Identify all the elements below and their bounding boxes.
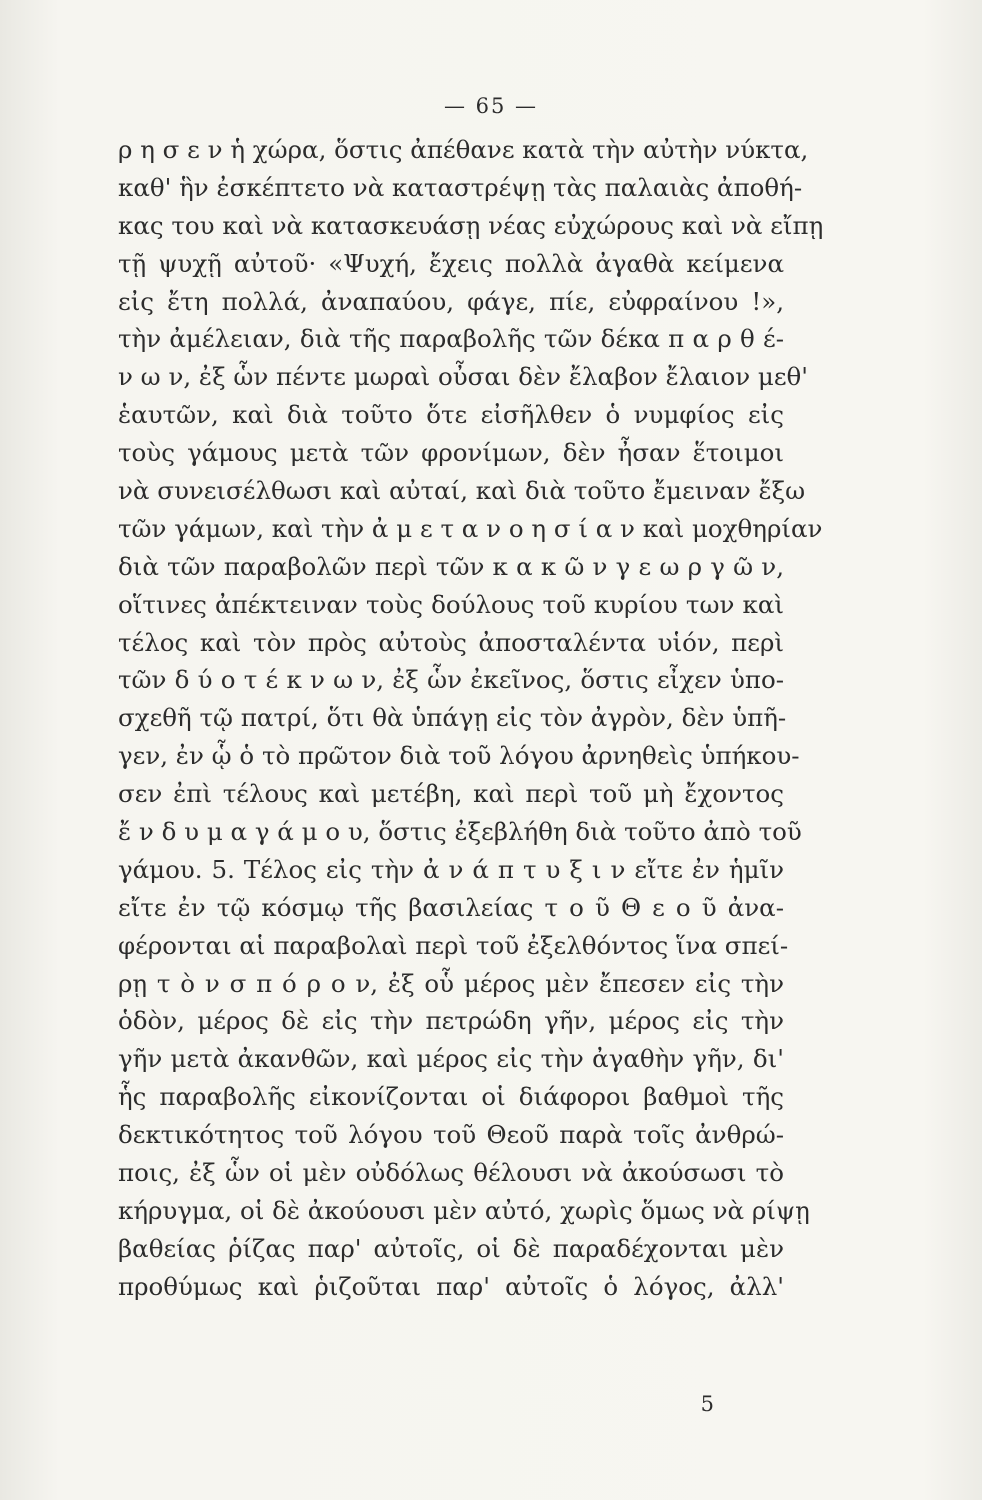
text-line: ἑαυτῶν, καὶ διὰ τοῦτο ὅτε εἰσῆλθεν ὁ νυμφίος εἰς xyxy=(118,400,784,430)
text-line: φέρονται αἱ παραβολαὶ περὶ τοῦ ἐξελθόντος ἵνα σπεί- xyxy=(118,930,789,960)
text-line: κας του καὶ νὰ κατασκευάσῃ νέας εὐχώρους καὶ νὰ εἴπῃ xyxy=(118,210,824,240)
text-line: εἴτε ἐν τῷ κόσμῳ τῆς βασιλείας τ ο ῦ Θ ε ο ῦ ἀνα- xyxy=(118,892,784,922)
text-line: κήρυγμα, οἱ δὲ ἀκούουσι μὲν αὐτό, χωρὶς ὅμως νὰ ρίψῃ xyxy=(118,1195,810,1225)
text-line: τῇ ψυχῇ αὐτοῦ· «Ψυχή, ἔχεις πολλὰ ἀγαθὰ κείμενα xyxy=(118,248,784,278)
text-line: τῶν δ ύ ο τ έ κ ν ω ν, ἐξ ὧν ἐκεῖνος, ὅστις εἶχεν ὑπο- xyxy=(118,665,784,695)
text-line: ποις, ἐξ ὧν οἱ μὲν οὐδόλως θέλουσι νὰ ἀκούσωσι τὸ xyxy=(118,1158,784,1188)
text-line: προθύμως καὶ ῥιζοῦται παρ' αὐτοῖς ὁ λόγος, ἀλλ' xyxy=(118,1271,784,1301)
text-line: ρ η σ ε ν ἡ χώρα, ὅστις ἀπέθανε κατὰ τὴν αὐτὴν νύκτα, xyxy=(118,135,809,164)
text-line: βαθείας ῥίζας παρ' αὐτοῖς, οἱ δὲ παραδέχονται μὲν xyxy=(118,1233,784,1263)
text-line: ὁδὸν, μέρος δὲ εἰς τὴν πετρώδη γῆν, μέρος εἰς τὴν xyxy=(118,1006,784,1036)
text-line: γῆν μετὰ ἀκανθῶν, καὶ μέρος εἰς τὴν ἀγαθὴν γῆν, δι' xyxy=(118,1044,784,1074)
text-line: τοὺς γάμους μετὰ τῶν φρονίμων, δὲν ἦσαν ἕτοιμοι xyxy=(118,438,784,468)
body-text xyxy=(118,131,824,1306)
text-line: διὰ τῶν παραβολῶν περὶ τῶν κ α κ ῶ ν γ ε ω ρ γ ῶ ν, xyxy=(118,551,784,581)
text-line: τὴν ἀμέλειαν, διὰ τῆς παραβολῆς τῶν δέκα π α ρ θ έ- xyxy=(118,324,784,354)
text-line: τῶν γάμων, καὶ τὴν ἀ μ ε τ α ν ο η σ ί α ν καὶ μοχθηρίαν xyxy=(118,513,823,543)
text-line: γάμου. 5. Τέλος εἰς τὴν ἀ ν ά π τ υ ξ ι ν εἴτε ἐν ἡμῖν xyxy=(118,854,784,884)
text-line: δεκτικότητος τοῦ λόγου τοῦ Θεοῦ παρὰ τοῖς ἀνθρώ- xyxy=(118,1120,784,1150)
text-line: καθ' ἣν ἐσκέπτετο νὰ καταστρέψῃ τὰς παλαιὰς ἀποθή- xyxy=(118,172,803,202)
text-line: ἧς παραβολῆς εἰκονίζονται οἱ διάφοροι βαθμοὶ τῆς xyxy=(118,1082,784,1112)
text-line: σεν ἐπὶ τέλους καὶ μετέβη, καὶ περὶ τοῦ μὴ ἔχοντος xyxy=(118,779,784,809)
page-number: — 65 — xyxy=(443,94,539,118)
text-line: γεν, ἐν ᾧ ὁ τὸ πρῶτον διὰ τοῦ λόγου ἀρνηθεὶς ὑπήκου- xyxy=(118,741,800,771)
text-line: νὰ συνεισέλθωσι καὶ αὐταί, καὶ διὰ τοῦτο ἔμειναν ἔξω xyxy=(118,476,806,506)
text-line: οἵτινες ἀπέκτειναν τοὺς δούλους τοῦ κυρίου των καὶ xyxy=(118,589,784,619)
text-line: ν ω ν, ἐξ ὧν πέντε μωραὶ οὖσαι δὲν ἔλαβον ἔλαιον μεθ' xyxy=(118,362,809,392)
text-line: τέλος καὶ τὸν πρὸς αὐτοὺς ἀποσταλέντα υἱόν, περὶ xyxy=(118,627,784,657)
text-line: ρῃ τ ὸ ν σ π ό ρ ο ν, ἐξ οὗ μέρος μὲν ἔπεσεν εἰς τὴν xyxy=(118,968,784,998)
signature-mark: 5 xyxy=(700,1392,714,1416)
text-line: ἔ ν δ υ μ α γ ά μ ο υ, ὅστις ἐξεβλήθη διὰ τοῦτο ἀπὸ τοῦ xyxy=(118,817,802,847)
text-line: σχεθῆ τῷ πατρί, ὅτι θὰ ὑπάγῃ εἰς τὸν ἀγρὸν, δὲν ὑπῆ- xyxy=(118,703,787,733)
text-line: εἰς ἔτη πολλά, ἀναπαύου, φάγε, πίε, εὐφραίνου !», xyxy=(118,286,784,316)
